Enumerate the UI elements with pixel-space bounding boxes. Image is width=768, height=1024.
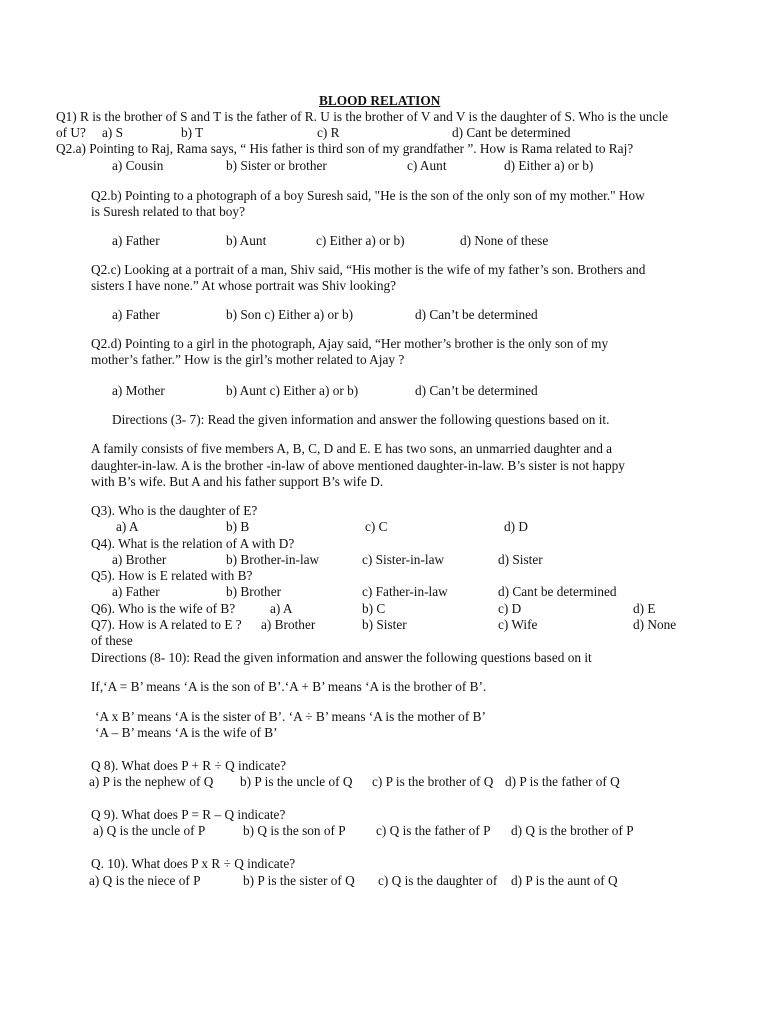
q9-option-d: d) Q is the brother of P xyxy=(511,823,634,838)
q2d-text-line1: Q2.d) Pointing to a girl in the photograph, Ajay said, “Her mother’s brother is the only son of my xyxy=(91,336,609,351)
q2d-option-bc: b) Aunt c) Either a) or b) xyxy=(226,383,359,398)
q3-option-d: d) D xyxy=(504,519,529,534)
q9-option-c: c) Q is the father of P xyxy=(376,823,491,838)
definitions-line1: If,‘A = B’ means ‘A is the son of B’.‘A + B’ means ‘A is the brother of B’. xyxy=(91,679,487,694)
q2c-text-line2: sisters I have none.” At whose portrait was Shiv looking? xyxy=(91,278,397,293)
q3-option-c: c) C xyxy=(365,519,388,534)
q2b-option-c: c) Either a) or b) xyxy=(316,233,405,248)
q8-option-a: a) P is the nephew of Q xyxy=(89,774,214,789)
q1-option-d: d) Cant be determined xyxy=(452,125,571,140)
q10-option-b: b) P is the sister of Q xyxy=(243,873,355,888)
q6-option-b: b) C xyxy=(362,601,386,616)
q2c-option-a: a) Father xyxy=(112,307,160,322)
definitions-line2: ‘A x B’ means ‘A is the sister of B’. ‘A ÷ B’ means ‘A is the mother of B’ xyxy=(95,709,486,724)
q1-text-line2: of U? xyxy=(56,125,86,140)
directions-3-7: Directions (3- 7): Read the given information and answer the following questions based on it. xyxy=(112,412,610,427)
q2c-option-bc: b) Son c) Either a) or b) xyxy=(226,307,354,322)
q2c-text-line1: Q2.c) Looking at a portrait of a man, Shiv said, “His mother is the wife of my father’s son. Brothers and xyxy=(91,262,646,277)
q4-option-d: d) Sister xyxy=(498,552,543,567)
q10-text: Q. 10). What does P x R ÷ Q indicate? xyxy=(91,856,296,871)
q6-text: Q6). Who is the wife of B? xyxy=(91,601,236,616)
q1-option-a: a) S xyxy=(102,125,124,140)
q4-option-b: b) Brother-in-law xyxy=(226,552,320,567)
q2b-option-b: b) Aunt xyxy=(226,233,267,248)
q2d-option-a: a) Mother xyxy=(112,383,165,398)
q4-text: Q4). What is the relation of A with D? xyxy=(91,536,295,551)
page-title: BLOOD RELATION xyxy=(319,93,441,108)
q5-option-c: c) Father-in-law xyxy=(362,584,448,599)
q5-option-a: a) Father xyxy=(112,584,160,599)
q2d-option-d: d) Can’t be determined xyxy=(415,383,538,398)
definitions-line3: ‘A – B’ means ‘A is the wife of B’ xyxy=(95,725,278,740)
q8-option-b: b) P is the uncle of Q xyxy=(240,774,353,789)
q10-option-a: a) Q is the niece of P xyxy=(89,873,201,888)
q2b-option-a: a) Father xyxy=(112,233,160,248)
q4-option-c: c) Sister-in-law xyxy=(362,552,445,567)
family-paragraph-line1: A family consists of five members A, B, C, D and E. E has two sons, an unmarried daughter and a xyxy=(91,441,613,456)
q7-option-c: c) Wife xyxy=(498,617,538,632)
q9-text: Q 9). What does P = R – Q indicate? xyxy=(91,807,286,822)
q8-option-d: d) P is the father of Q xyxy=(505,774,620,789)
q1-option-b: b) T xyxy=(181,125,204,140)
q10-option-d: d) P is the aunt of Q xyxy=(511,873,618,888)
family-paragraph-line3: with B’s wife. But A and his father support B’s wife D. xyxy=(91,474,384,489)
q2b-text-line1: Q2.b) Pointing to a photograph of a boy Suresh said, "He is the son of the only son of my mother." How xyxy=(91,188,645,203)
q2a-text: Q2.a) Pointing to Raj, Rama says, “ His father is third son of my grandfather ”. How is Rama related to Raj? xyxy=(56,141,634,156)
q3-text: Q3). Who is the daughter of E? xyxy=(91,503,258,518)
q2b-option-d: d) None of these xyxy=(460,233,549,248)
directions-8-10: Directions (8- 10): Read the given information and answer the following questions based on it xyxy=(91,650,592,665)
q7-option-a: a) Brother xyxy=(261,617,316,632)
q5-option-d: d) Cant be determined xyxy=(498,584,617,599)
q6-option-c: c) D xyxy=(498,601,522,616)
q1-text-line1: Q1) R is the brother of S and T is the father of R. U is the brother of V and V is the daughter of S. Who is the uncle xyxy=(56,109,669,124)
q2b-text-line2: is Suresh related to that boy? xyxy=(91,204,245,219)
q7-option-d: d) None xyxy=(633,617,677,632)
q8-option-c: c) P is the brother of Q xyxy=(372,774,494,789)
q6-option-d: d) E xyxy=(633,601,656,616)
q7-option-b: b) Sister xyxy=(362,617,407,632)
q8-text: Q 8). What does P + R ÷ Q indicate? xyxy=(91,758,287,773)
q2a-option-b: b) Sister or brother xyxy=(226,158,327,173)
q2d-text-line2: mother’s father.” How is the girl’s mother related to Ajay ? xyxy=(91,352,405,367)
q4-option-a: a) Brother xyxy=(112,552,167,567)
q2c-option-d: d) Can’t be determined xyxy=(415,307,538,322)
family-paragraph-line2: daughter-in-law. A is the brother -in-law of above mentioned daughter-in-law. B’s sister is not happy xyxy=(91,458,625,473)
q2a-option-a: a) Cousin xyxy=(112,158,164,173)
q3-option-a: a) A xyxy=(116,519,139,534)
q7-option-d-continued: of these xyxy=(91,633,133,648)
q9-option-a: a) Q is the uncle of P xyxy=(93,823,206,838)
q10-option-c: c) Q is the daughter of xyxy=(378,873,498,888)
q2a-option-d: d) Either a) or b) xyxy=(504,158,594,173)
q1-option-c: c) R xyxy=(317,125,340,140)
q9-option-b: b) Q is the son of P xyxy=(243,823,346,838)
q7-text: Q7). How is A related to E ? xyxy=(91,617,242,632)
q6-option-a: a) A xyxy=(270,601,293,616)
q5-option-b: b) Brother xyxy=(226,584,282,599)
q3-option-b: b) B xyxy=(226,519,250,534)
q2a-option-c: c) Aunt xyxy=(407,158,447,173)
q5-text: Q5). How is E related with B? xyxy=(91,568,253,583)
